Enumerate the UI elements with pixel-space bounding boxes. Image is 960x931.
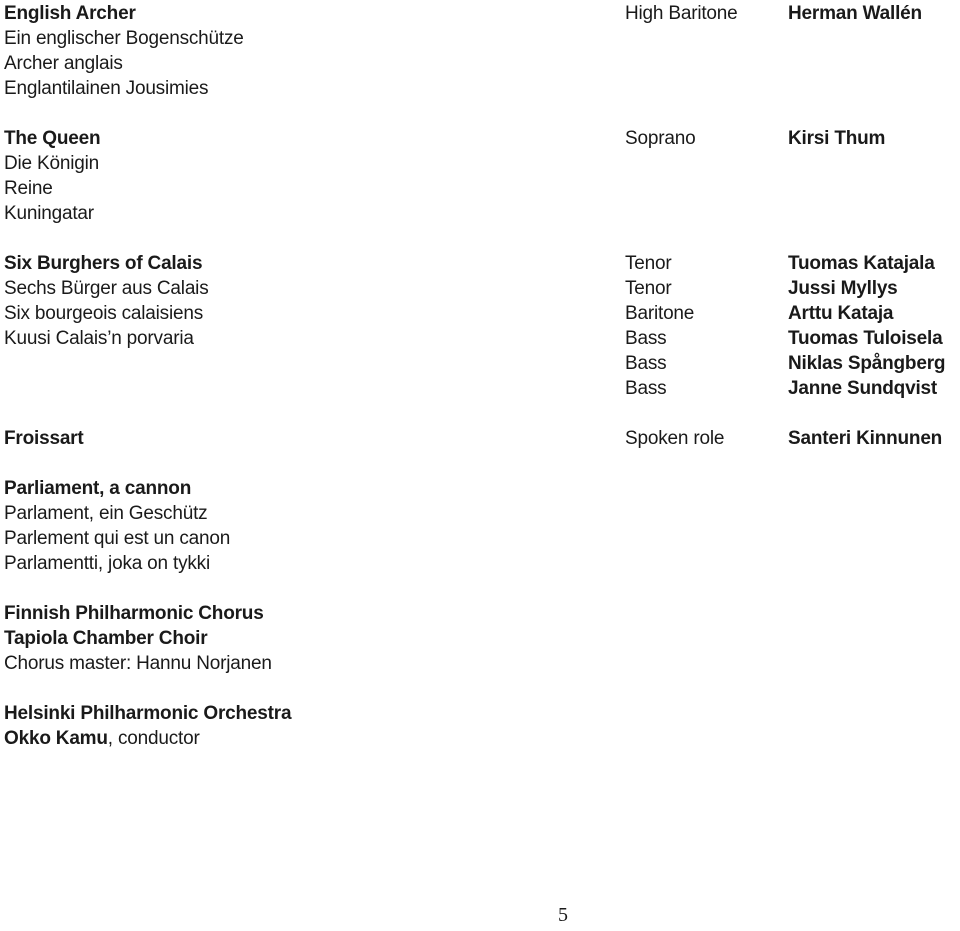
voice-type: Tenor (625, 253, 672, 274)
role-translation-fi: Kuningatar (4, 203, 94, 224)
performer-name: Tuomas Tuloisela (788, 328, 943, 349)
performer-name: Tuomas Katajala (788, 253, 935, 274)
role-translation-fr: Six bourgeois calaisiens (4, 303, 204, 324)
role-froissart: Froissart (4, 428, 84, 449)
role-english-archer: English Archer (4, 3, 136, 24)
voice-type: Bass (625, 328, 667, 349)
voice-type: Baritone (625, 303, 695, 324)
voice-type: Spoken role (625, 428, 725, 449)
role-translation-fi: Parlamentti, joka on tykki (4, 553, 210, 574)
choir-name: Finnish Philharmonic Chorus (4, 603, 264, 624)
role-six-burghers: Six Burghers of Calais (4, 253, 203, 274)
role-parliament-cannon: Parliament, a cannon (4, 478, 192, 499)
role-translation-fr: Archer anglais (4, 53, 123, 74)
conductor-name: Okko Kamu (4, 728, 108, 749)
role-translation-fi: Kuusi Calais’n porvaria (4, 328, 194, 349)
voice-type: Soprano (625, 128, 696, 149)
role-the-queen: The Queen (4, 128, 101, 149)
voice-type: High Baritone (625, 3, 738, 24)
performer-name: Herman Wallén (788, 3, 922, 24)
role-translation-fr: Reine (4, 178, 53, 199)
voice-type: Bass (625, 378, 667, 399)
voice-type: Bass (625, 353, 667, 374)
voice-type: Tenor (625, 278, 672, 299)
page-number: 5 (558, 904, 568, 926)
performer-name: Niklas Spångberg (788, 353, 946, 374)
role-translation-de: Ein englischer Bogenschütze (4, 28, 244, 49)
performer-name: Kirsi Thum (788, 128, 886, 149)
performer-name: Janne Sundqvist (788, 378, 938, 399)
orchestra-name: Helsinki Philharmonic Orchestra (4, 703, 292, 724)
chorus-master: Chorus master: Hannu Norjanen (4, 653, 272, 674)
performer-name: Santeri Kinnunen (788, 428, 943, 449)
choir-name: Tapiola Chamber Choir (4, 628, 208, 649)
role-translation-de: Sechs Bürger aus Calais (4, 278, 209, 299)
role-translation-fr: Parlement qui est un canon (4, 528, 231, 549)
performer-name: Jussi Myllys (788, 278, 898, 299)
role-translation-de: Parlament, ein Geschütz (4, 503, 208, 524)
conductor-line (4, 726, 200, 751)
conductor-title: , conductor (107, 728, 200, 749)
role-translation-fi: Englantilainen Jousimies (4, 78, 209, 99)
role-translation-de: Die Königin (4, 153, 99, 174)
performer-name: Arttu Kataja (788, 303, 894, 324)
